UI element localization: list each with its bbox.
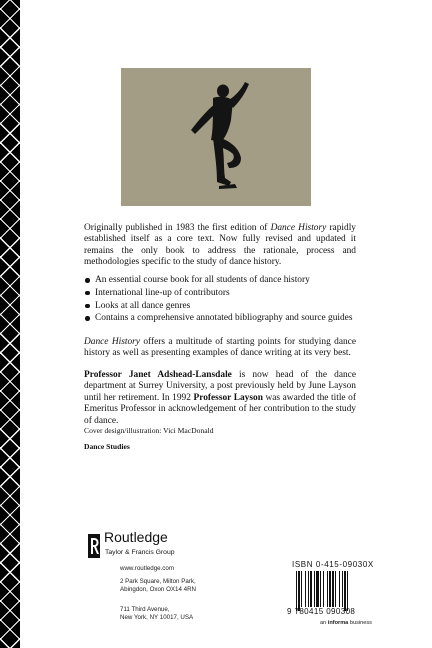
series-label: Dance Studies <box>84 442 130 451</box>
barcode-bar <box>347 571 348 611</box>
barcode-bar <box>327 571 328 607</box>
barcode-bar <box>301 571 302 607</box>
publisher-name: Routledge <box>104 529 168 545</box>
barcode-bar <box>310 571 312 607</box>
routledge-r-logo-icon <box>88 534 100 558</box>
book-offers-paragraph <box>84 337 356 360</box>
book-description <box>84 223 356 269</box>
barcode-bar <box>320 571 321 607</box>
address-line: 2 Park Square, Milton Park, <box>120 578 196 585</box>
feature-item: International line-up of contributors <box>84 287 356 300</box>
barcode-bar <box>316 571 319 607</box>
spine-pattern-border <box>0 0 20 648</box>
barcode-bar <box>323 571 324 607</box>
address-line: 711 Third Avenue, <box>120 606 170 613</box>
informa-business-line <box>320 620 372 626</box>
book-title-italic: Dance History <box>270 223 327 233</box>
barcode-bar <box>296 571 297 611</box>
offers-text: offers a multitude of starting points for studying dance history as well as presenting examples of dance writing at its very best. <box>84 337 356 359</box>
barcode-bar <box>298 571 300 611</box>
feature-item: Contains a comprehensive annotated bibliography and source guides <box>84 312 356 325</box>
barcode-digits: 9 780415 090308 <box>287 607 356 616</box>
barcode-bar <box>305 571 306 607</box>
cover-credit: Cover design/illustration: Vici MacDonald <box>84 426 214 435</box>
description-text-end: rapidly established itself as a core text. Now fully revised and updated it remains the only book to address the rationale, process and methodologies specific to the study of dance history. <box>84 223 356 268</box>
barcode-bar <box>342 571 343 607</box>
business-prefix: an <box>320 620 328 626</box>
description-text-start: Originally published in 1983 the first edition of <box>84 223 271 233</box>
publisher-address-us <box>120 606 193 623</box>
barcode-bar <box>308 571 309 607</box>
barcode-bar <box>339 571 340 607</box>
barcode-bar <box>332 571 334 607</box>
book-title-italic: Dance History <box>84 337 140 347</box>
author-name-1: Professor Janet Adshead-Lansdale <box>84 370 232 380</box>
isbn-label: ISBN 0-415-09030X <box>292 560 374 569</box>
publisher-website[interactable]: www.routledge.com <box>120 565 174 572</box>
barcode-bar <box>314 571 315 607</box>
address-line: New York, NY 10017, USA <box>120 614 194 622</box>
barcode-bar <box>344 571 346 611</box>
author-bio-text-2: was awarded the title of Emeritus Professor in acknowledgement of her contribution to the study of dance. <box>84 392 356 426</box>
publisher-group: Taylor & Francis Group <box>105 549 175 556</box>
feature-list <box>84 274 356 325</box>
author-bio-text-1: is now head of the dance department at Surrey University, a post previously held by June Layson until her retirement. In 1992 <box>84 370 356 403</box>
barcode-bar <box>329 571 331 607</box>
barcode-icon <box>296 571 364 611</box>
author-bio <box>84 370 356 427</box>
cover-illustration <box>121 68 311 206</box>
feature-item: An essential course book for all students of dance history <box>84 274 356 287</box>
dancer-silhouette-icon <box>121 68 311 206</box>
barcode-bar <box>335 571 336 607</box>
feature-item: Looks at all dance genres <box>84 300 356 313</box>
informa-brand: informa <box>327 620 349 626</box>
business-suffix: business <box>348 620 372 626</box>
publisher-address-uk <box>120 578 196 595</box>
author-name-2: Professor Layson <box>193 392 263 403</box>
address-line: Abingdon, Oxon OX14 4RN <box>120 586 197 594</box>
